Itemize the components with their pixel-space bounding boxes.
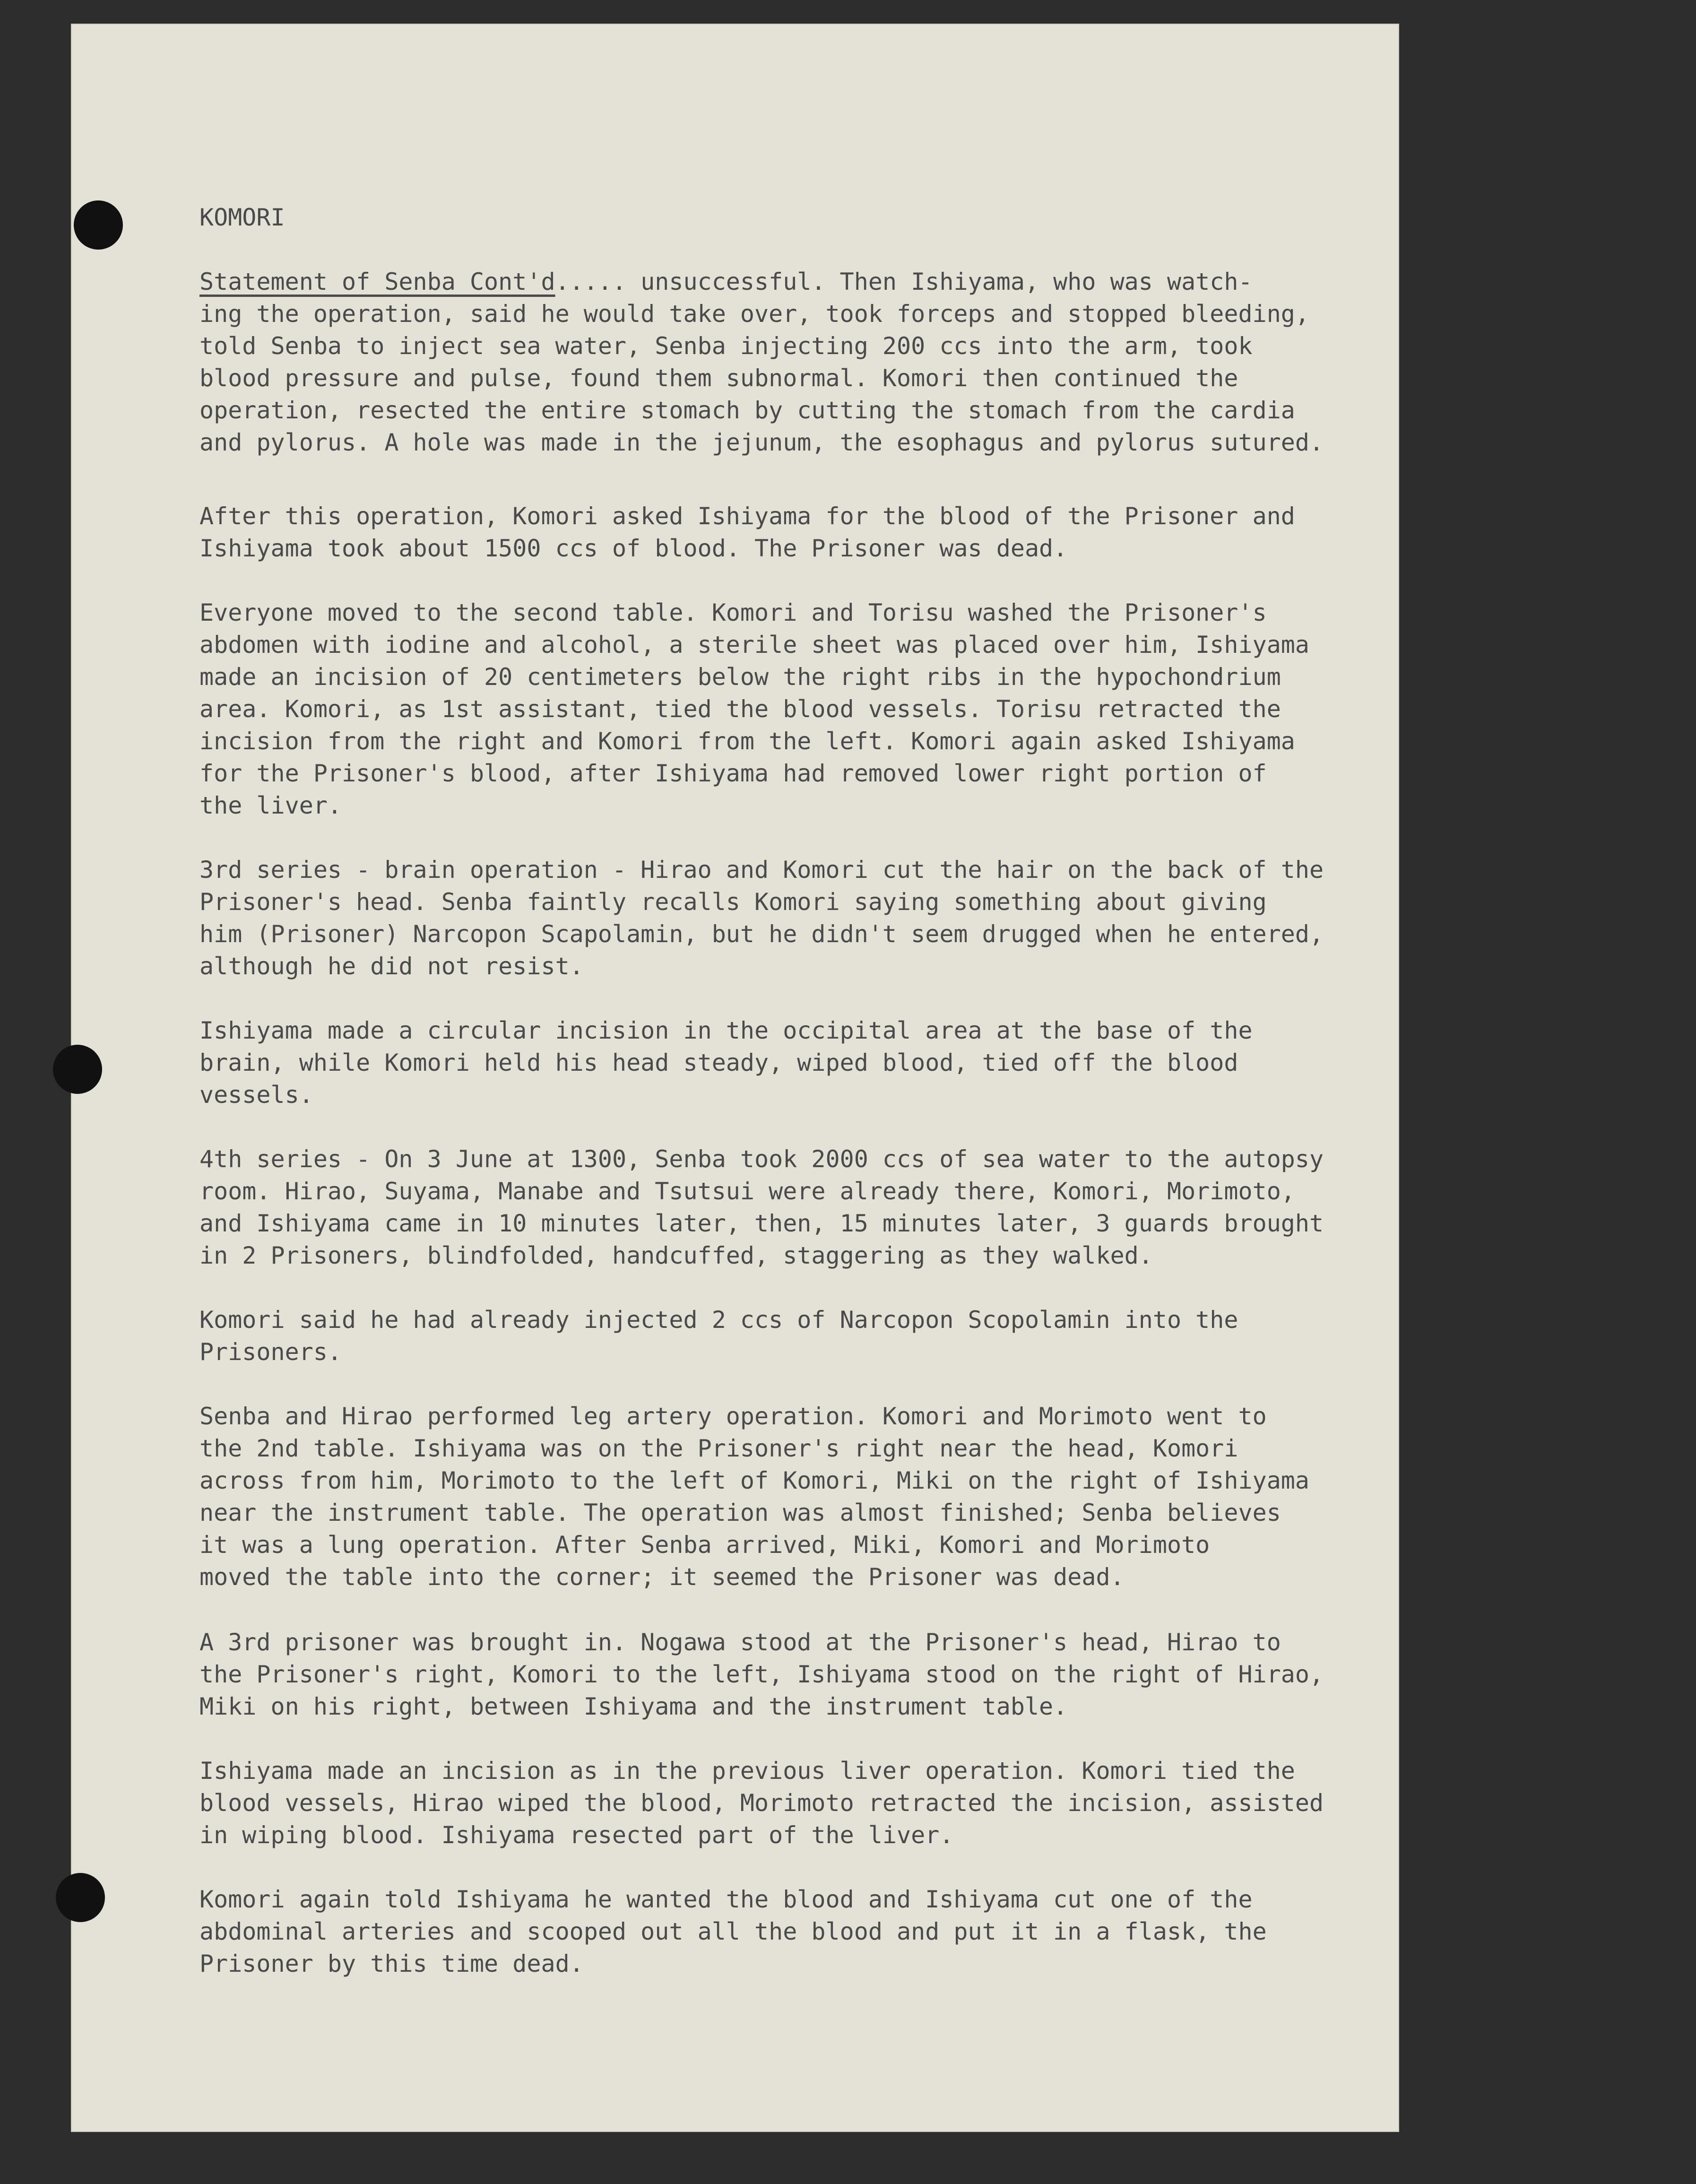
paragraph-line: Everyone moved to the second table. Komori and Torisu washed the Prisoner's xyxy=(199,599,1267,626)
page-heading: KOMORI xyxy=(199,204,285,231)
paragraph-line: A 3rd prisoner was brought in. Nogawa stood at the Prisoner's head, Hirao to xyxy=(199,1629,1281,1656)
paragraph-1 xyxy=(199,266,1324,459)
paragraph-line: abdomen with iodine and alcohol, a sterile sheet was placed over him, Ishiyama xyxy=(199,631,1309,659)
paragraph-line: Komori again told Ishiyama he wanted the blood and Ishiyama cut one of the xyxy=(199,1886,1253,1913)
paragraph-line: made an incision of 20 centimeters below the right ribs in the hypochondrium xyxy=(199,663,1281,691)
paragraph-line: Ishiyama made a circular incision in the occipital area at the base of the xyxy=(199,1017,1253,1044)
paragraph-line: ing the operation, said he would take over, took forceps and stopped bleeding, xyxy=(199,300,1309,328)
paragraph-line: operation, resected the entire stomach by cutting the stomach from the cardia xyxy=(199,397,1295,424)
paragraph-line: in wiping blood. Ishiyama resected part of the liver. xyxy=(199,1821,954,1849)
paragraph-line: and Ishiyama came in 10 minutes later, then, 15 minutes later, 3 guards brought xyxy=(199,1210,1324,1237)
paragraph-4 xyxy=(199,854,1324,982)
paragraph-line: blood pressure and pulse, found them subnormal. Komori then continued the xyxy=(199,364,1238,392)
paragraph-line: incision from the right and Komori from the left. Komori again asked Ishiyama xyxy=(199,728,1295,755)
paragraph-line: across from him, Morimoto to the left of Komori, Miki on the right of Ishiyama xyxy=(199,1467,1309,1494)
punch-hole xyxy=(53,1045,102,1094)
paragraph-lead-label: Statement of Senba Cont'd xyxy=(199,268,555,295)
paragraph-line: him (Prisoner) Narcopon Scapolamin, but he didn't seem drugged when he entered, xyxy=(199,920,1324,948)
paragraph-line: vessels. xyxy=(199,1081,313,1109)
paragraph-line: told Senba to inject sea water, Senba injecting 200 ccs into the arm, took xyxy=(199,332,1253,360)
paragraph-line: Senba and Hirao performed leg artery operation. Komori and Morimoto went to xyxy=(199,1403,1267,1430)
paragraph-line: in 2 Prisoners, blindfolded, handcuffed, staggering as they walked. xyxy=(199,1242,1153,1269)
punch-hole xyxy=(74,200,123,250)
paragraph-line: Miki on his right, between Ishiyama and the instrument table. xyxy=(199,1693,1068,1720)
paragraph-line: it was a lung operation. After Senba arrived, Miki, Komori and Morimoto xyxy=(199,1531,1210,1559)
paragraph-line: Ishiyama took about 1500 ccs of blood. The Prisoner was dead. xyxy=(199,535,1068,562)
paragraph-line: the Prisoner's right, Komori to the left, Ishiyama stood on the right of Hirao, xyxy=(199,1661,1324,1688)
paragraph-2 xyxy=(199,500,1295,564)
paragraph-10 xyxy=(199,1755,1324,1851)
punch-hole xyxy=(56,1873,105,1922)
document-body xyxy=(199,0,1400,1977)
paragraph-line: although he did not resist. xyxy=(199,953,584,980)
paragraph-line: blood vessels, Hirao wiped the blood, Morimoto retracted the incision, assisted xyxy=(199,1789,1324,1817)
paragraph-line: Prisoners. xyxy=(199,1338,342,1366)
paragraph-line: ..... unsuccessful. Then Ishiyama, who was watch- xyxy=(555,268,1253,295)
paragraph-line: 3rd series - brain operation - Hirao and Komori cut the hair on the back of the xyxy=(199,856,1324,884)
paragraph-3 xyxy=(199,597,1309,822)
paragraph-9 xyxy=(199,1626,1324,1723)
paragraph-line: 4th series - On 3 June at 1300, Senba took 2000 ccs of sea water to the autopsy xyxy=(199,1145,1324,1173)
paragraph-line: the liver. xyxy=(199,792,342,819)
paragraph-line: area. Komori, as 1st assistant, tied the blood vessels. Torisu retracted the xyxy=(199,695,1281,723)
paragraph-5 xyxy=(199,1014,1253,1111)
paragraph-line: Prisoner by this time dead. xyxy=(199,1950,584,1977)
paragraph-line: for the Prisoner's blood, after Ishiyama had removed lower right portion of xyxy=(199,760,1267,787)
paragraph-line: room. Hirao, Suyama, Manabe and Tsutsui were already there, Komori, Morimoto, xyxy=(199,1178,1295,1205)
paragraph-8 xyxy=(199,1400,1309,1593)
paragraph-11 xyxy=(199,1883,1267,1980)
paragraph-line: abdominal arteries and scooped out all the blood and put it in a flask, the xyxy=(199,1918,1267,1945)
paragraph-line: Ishiyama made an incision as in the previous liver operation. Komori tied the xyxy=(199,1757,1295,1785)
paragraph-line: Komori said he had already injected 2 ccs of Narcopon Scopolamin into the xyxy=(199,1306,1238,1334)
paragraph-line: the 2nd table. Ishiyama was on the Prisoner's right near the head, Komori xyxy=(199,1435,1238,1462)
paragraph-line: near the instrument table. The operation was almost finished; Senba believes xyxy=(199,1499,1281,1526)
paragraph-line: moved the table into the corner; it seemed the Prisoner was dead. xyxy=(199,1563,1125,1591)
paragraph-line: brain, while Komori held his head steady, wiped blood, tied off the blood xyxy=(199,1049,1238,1076)
paragraph-6 xyxy=(199,1143,1324,1272)
paragraph-line: Prisoner's head. Senba faintly recalls Komori saying something about giving xyxy=(199,888,1267,916)
paragraph-7 xyxy=(199,1304,1238,1368)
paragraph-line: and pylorus. A hole was made in the jejunum, the esophagus and pylorus sutured. xyxy=(199,429,1324,456)
paragraph-line: After this operation, Komori asked Ishiyama for the blood of the Prisoner and xyxy=(199,503,1295,530)
